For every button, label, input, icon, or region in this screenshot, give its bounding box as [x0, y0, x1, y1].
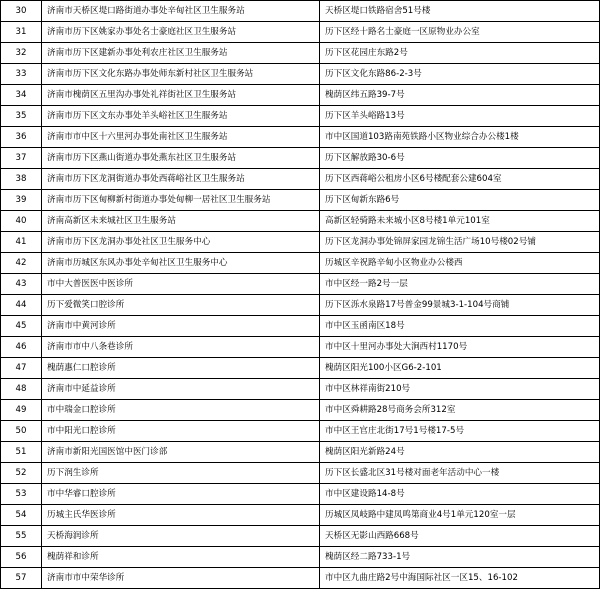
address-cell: 历城区凤岐路中建凤鸣第商业4号1单元120室一层: [320, 505, 600, 526]
table-row: [1, 337, 600, 358]
row-number-cell: 54: [1, 505, 42, 526]
address-cell: 历下区经十路名士豪庭一区原物业办公室: [320, 22, 600, 43]
address-cell: 市中区王官庄北街17号1号楼17-5号: [320, 421, 600, 442]
row-number-cell: 37: [1, 148, 42, 169]
facility-name-cell: 历城主氏华医诊所: [42, 505, 320, 526]
row-number-cell: 41: [1, 232, 42, 253]
address-cell: 市中区建设路14-8号: [320, 484, 600, 505]
table-row: [1, 22, 600, 43]
facility-name-cell: 济南市历下区文东办事处羊头峪社区卫生服务站: [42, 106, 320, 127]
address-cell: 天桥区堤口铁路宿舍51号楼: [320, 1, 600, 22]
row-number-cell: 32: [1, 43, 42, 64]
address-cell: 历下区解放路30-6号: [320, 148, 600, 169]
facility-name-cell: 济南市天桥区堤口路街道办事处辛甸社区卫生服务站: [42, 1, 320, 22]
table-row: [1, 106, 600, 127]
row-number-cell: 53: [1, 484, 42, 505]
address-cell: 历下区长盛北区31号楼对面老年活动中心一楼: [320, 463, 600, 484]
row-number-cell: 38: [1, 169, 42, 190]
table-row: [1, 547, 600, 568]
facility-name-cell: 济南市历城区东风办事处辛甸社区卫生服务中心: [42, 253, 320, 274]
facility-name-cell: 济南市历下区文化东路办事处师东新村社区卫生服务站: [42, 64, 320, 85]
table-row: [1, 1, 600, 22]
address-cell: 历下区羊头峪路13号: [320, 106, 600, 127]
table-row: [1, 253, 600, 274]
facility-name-cell: 济南市历下区甸柳新村街道办事处甸柳一居社区卫生服务站: [42, 190, 320, 211]
row-number-cell: 57: [1, 568, 42, 589]
facility-name-cell: 历下爱微笑口腔诊所: [42, 295, 320, 316]
row-number-cell: 31: [1, 22, 42, 43]
address-cell: 槐荫区阳光新路24号: [320, 442, 600, 463]
address-cell: 槐荫区纬五路39-7号: [320, 85, 600, 106]
row-number-cell: 56: [1, 547, 42, 568]
row-number-cell: 49: [1, 400, 42, 421]
table-row: [1, 169, 600, 190]
facility-name-cell: 槐荫惠仁口腔诊所: [42, 358, 320, 379]
facility-name-cell: 市中华睿口腔诊所: [42, 484, 320, 505]
facility-name-cell: 天桥海润诊所: [42, 526, 320, 547]
facility-name-cell: 济南市历下区龙洞街道办事处西蒋峪社区卫生服务站: [42, 169, 320, 190]
row-number-cell: 52: [1, 463, 42, 484]
table-row: [1, 442, 600, 463]
facility-name-cell: 市中大普医医中医诊所: [42, 274, 320, 295]
table-row: [1, 148, 600, 169]
facility-name-cell: 市中阳光口腔诊所: [42, 421, 320, 442]
facility-name-cell: 济南高新区未来城社区卫生服务站: [42, 211, 320, 232]
facility-name-cell: 济南市中延益诊所: [42, 379, 320, 400]
facility-name-cell: 济南市市中荣华诊所: [42, 568, 320, 589]
address-cell: 市中区林祥南街210号: [320, 379, 600, 400]
address-cell: 市中区舜耕路28号商务会所312室: [320, 400, 600, 421]
row-number-cell: 55: [1, 526, 42, 547]
facility-name-cell: 历下润生诊所: [42, 463, 320, 484]
address-cell: 市中区九曲庄路2号中海国际社区一区15、16-102: [320, 568, 600, 589]
table-row: [1, 85, 600, 106]
address-cell: 市中区国道103路南苑铁路小区物业综合办公楼1楼: [320, 127, 600, 148]
table-row: [1, 463, 600, 484]
table-row: [1, 64, 600, 85]
table-row: [1, 421, 600, 442]
table-row: [1, 295, 600, 316]
table-row: [1, 400, 600, 421]
address-cell: 历城区辛祝路辛甸小区物业办公楼西: [320, 253, 600, 274]
address-cell: 高新区轻骑路未来城小区8号楼1单元101室: [320, 211, 600, 232]
row-number-cell: 34: [1, 85, 42, 106]
table-row: [1, 526, 600, 547]
row-number-cell: 45: [1, 316, 42, 337]
row-number-cell: 42: [1, 253, 42, 274]
address-cell: 历下区文化东路86-2-3号: [320, 64, 600, 85]
row-number-cell: 46: [1, 337, 42, 358]
row-number-cell: 40: [1, 211, 42, 232]
table-row: [1, 190, 600, 211]
facility-name-cell: 济南市新阳光国医馆中医门诊部: [42, 442, 320, 463]
address-cell: 历下区龙洞办事处锦屏家园龙锦生活广场10号楼02号铺: [320, 232, 600, 253]
address-cell: 市中区经一路2号一层: [320, 274, 600, 295]
table-row: [1, 274, 600, 295]
facility-name-cell: 济南市市中区十六里河办事处南社区卫生服务站: [42, 127, 320, 148]
facility-name-cell: 槐荫祥和诊所: [42, 547, 320, 568]
table-row: [1, 358, 600, 379]
address-cell: 历下区甸新东路6号: [320, 190, 600, 211]
row-number-cell: 39: [1, 190, 42, 211]
row-number-cell: 48: [1, 379, 42, 400]
row-number-cell: 51: [1, 442, 42, 463]
row-number-cell: 36: [1, 127, 42, 148]
row-number-cell: 44: [1, 295, 42, 316]
table-row: [1, 568, 600, 589]
address-cell: 天桥区无影山西路668号: [320, 526, 600, 547]
facility-name-cell: 济南市槐荫区五里沟办事处礼祥街社区卫生服务站: [42, 85, 320, 106]
row-number-cell: 33: [1, 64, 42, 85]
address-cell: 历下区西蒋峪公租房小区6号楼配套公建604室: [320, 169, 600, 190]
table-row: [1, 505, 600, 526]
facility-name-cell: 济南市中黄河诊所: [42, 316, 320, 337]
address-cell: 市中区玉函南区18号: [320, 316, 600, 337]
row-number-cell: 43: [1, 274, 42, 295]
facility-name-cell: 济南市历下区建新办事处利农庄社区卫生服务站: [42, 43, 320, 64]
table-row: [1, 211, 600, 232]
facility-name-cell: 济南市市中八条巷诊所: [42, 337, 320, 358]
table-row: [1, 484, 600, 505]
facility-name-cell: 济南市历下区姚家办事处名士豪庭社区卫生服务站: [42, 22, 320, 43]
address-cell: 槐荫区阳光100小区G6-2-101: [320, 358, 600, 379]
table-row: [1, 43, 600, 64]
address-cell: 历下区泺水泉路17号普金99景城3-1-104号商铺: [320, 295, 600, 316]
row-number-cell: 35: [1, 106, 42, 127]
address-cell: 历下区花园庄东路2号: [320, 43, 600, 64]
row-number-cell: 50: [1, 421, 42, 442]
row-number-cell: 30: [1, 1, 42, 22]
address-cell: 槐荫区经二路733-1号: [320, 547, 600, 568]
facility-name-cell: 济南市历下区燕山街道办事处燕东社区卫生服务站: [42, 148, 320, 169]
table-row: [1, 379, 600, 400]
table-row: [1, 127, 600, 148]
table-row: [1, 232, 600, 253]
facility-name-cell: 市中瑞金口腔诊所: [42, 400, 320, 421]
row-number-cell: 47: [1, 358, 42, 379]
facility-name-cell: 济南市历下区龙洞办事处社区卫生服务中心: [42, 232, 320, 253]
table-body: [1, 1, 600, 589]
table-row: [1, 316, 600, 337]
address-cell: 市中区十里河办事处大涧西村1170号: [320, 337, 600, 358]
